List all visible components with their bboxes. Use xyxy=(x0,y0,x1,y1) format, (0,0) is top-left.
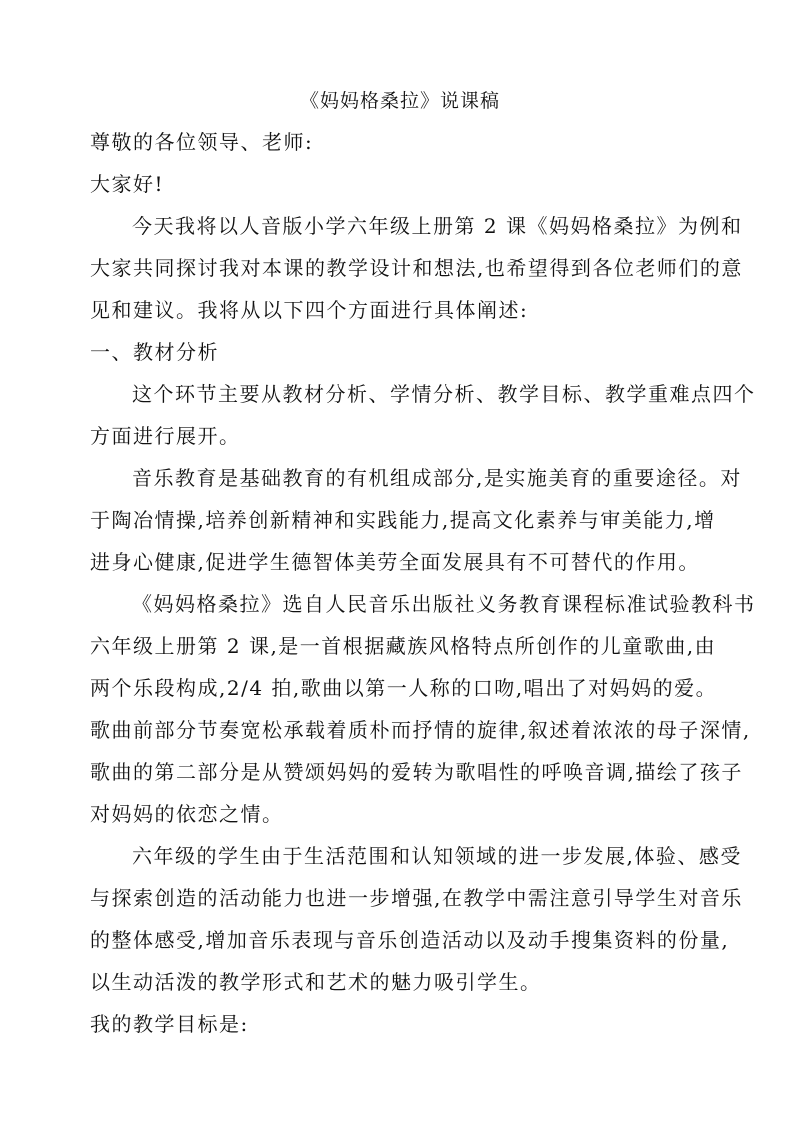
student-analysis-paragraph-line: 的整体感受,增加音乐表现与音乐创造活动以及动手搜集资料的份量, xyxy=(90,928,730,952)
student-analysis-paragraph-line: 以生动活泼的教学形式和艺术的魅力吸引学生。 xyxy=(90,970,542,994)
song-analysis-paragraph-line: 歌曲前部分节奏宽松承载着质朴而抒情的旋律,叙述着浓浓的母子深情, xyxy=(90,718,751,742)
song-analysis-paragraph-line: 对妈妈的依恋之情。 xyxy=(90,802,284,826)
intro-paragraph-line: 今天我将以人音版小学六年级上册第 2 课《妈妈格桑拉》为例和 xyxy=(132,214,743,238)
teaching-goals-heading: 我的教学目标是: xyxy=(90,1012,249,1036)
salutation-line: 尊敬的各位领导、老师: xyxy=(90,130,314,154)
intro-paragraph-line: 大家共同探讨我对本课的教学设计和想法,也希望得到各位老师们的意 xyxy=(90,256,743,280)
song-analysis-paragraph-line: 两个乐段构成,2/4 拍,歌曲以第一人称的口吻,唱出了对妈妈的爱。 xyxy=(90,676,718,700)
intro-paragraph-line: 见和建议。我将从以下四个方面进行具体阐述: xyxy=(90,298,529,322)
music-education-paragraph-line: 于陶冶情操,培养创新精神和实践能力,提高文化素养与审美能力,增 xyxy=(90,508,716,532)
overview-paragraph-line: 这个环节主要从教材分析、学情分析、教学目标、教学重难点四个 xyxy=(132,382,756,406)
music-education-paragraph-line: 音乐教育是基础教育的有机组成部分,是实施美育的重要途径。对 xyxy=(132,466,742,490)
song-analysis-paragraph-line: 六年级上册第 2 课,是一首根据藏族风格特点所创作的儿童歌曲,由 xyxy=(90,634,717,658)
document-title: 《妈妈格桑拉》说课稿 xyxy=(299,90,500,112)
music-education-paragraph-line: 进身心健康,促进学生德智体美劳全面发展具有不可替代的作用。 xyxy=(90,550,700,574)
student-analysis-paragraph-line: 六年级的学生由于生活范围和认知领域的进一步发展,体验、感受 xyxy=(132,844,742,868)
song-analysis-paragraph-line: 《妈妈格桑拉》选自人民音乐出版社义务教育课程标准试验教科书 xyxy=(132,592,756,616)
song-analysis-paragraph-line: 歌曲的第二部分是从赞颂妈妈的爱转为歌唱性的呼唤音调,描绘了孩子 xyxy=(90,760,743,784)
section-heading: 一、教材分析 xyxy=(90,340,219,364)
greeting-line: 大家好! xyxy=(90,172,165,196)
student-analysis-paragraph-line: 与探索创造的活动能力也进一步增强,在教学中需注意引导学生对音乐 xyxy=(90,886,743,910)
overview-paragraph-line: 方面进行展开。 xyxy=(90,424,241,448)
